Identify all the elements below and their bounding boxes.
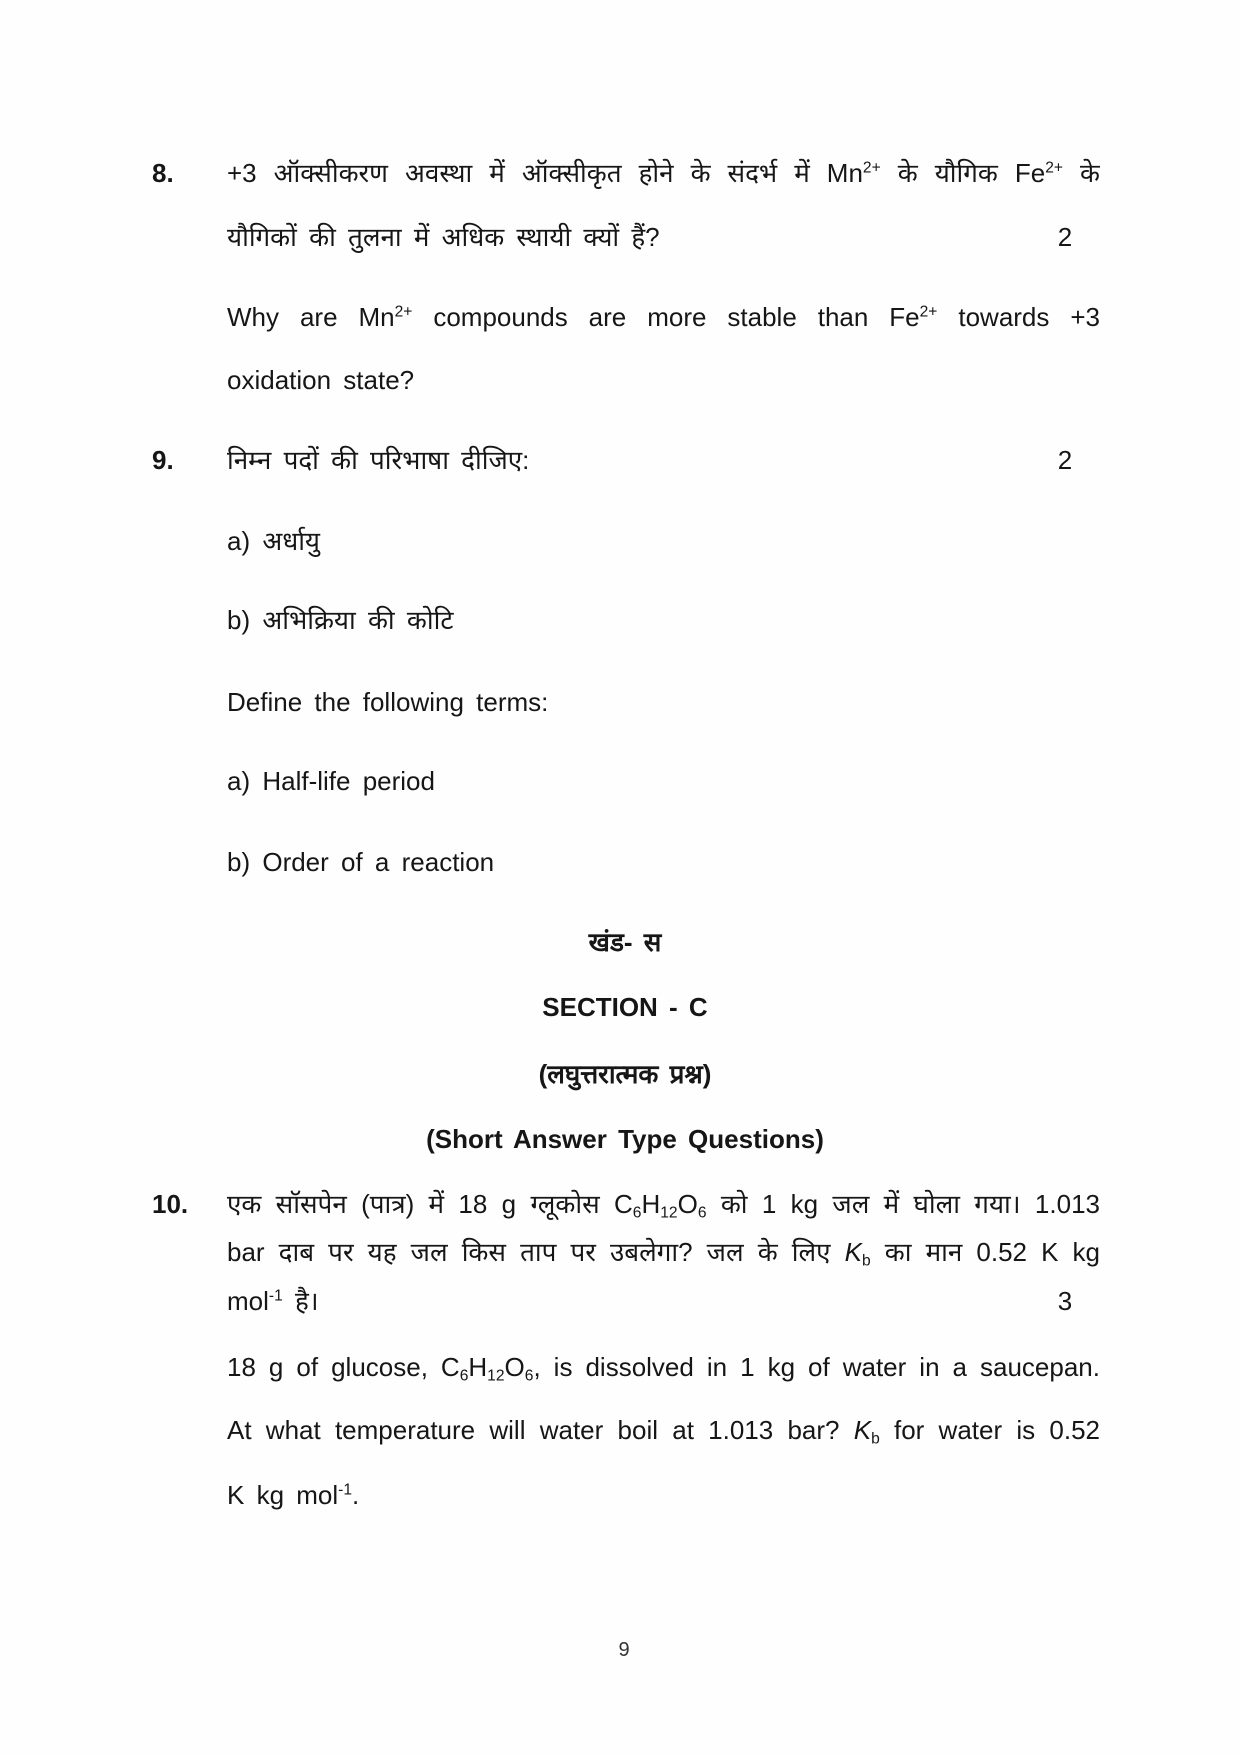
subscript: 6 <box>459 1367 469 1385</box>
text-run: O <box>504 1352 525 1382</box>
subscript: b <box>861 1252 871 1270</box>
question-number-9: 9. <box>152 445 174 475</box>
q9-english-item-a: a) Half-life period <box>227 766 435 796</box>
italic-symbol: K <box>853 1415 872 1445</box>
page-number: 9 <box>618 1639 630 1661</box>
text-run: mol <box>227 1286 269 1316</box>
text-run: H <box>468 1352 488 1382</box>
subscript: 12 <box>660 1204 678 1222</box>
text-run: . <box>352 1480 360 1510</box>
text-run: compounds are more stable than Fe <box>412 302 920 332</box>
text-run: towards +3 <box>937 302 1100 332</box>
q9-english-prompt: Define the following terms: <box>227 687 549 717</box>
q9-hindi-item-b: b) अभिक्रिया की कोटि <box>227 605 454 635</box>
q10-marks: 3 <box>1057 1286 1073 1316</box>
section-title: SECTION - C <box>542 992 708 1022</box>
subscript: 6 <box>632 1204 642 1222</box>
text-run: H <box>641 1189 661 1219</box>
text-run: K kg mol <box>227 1480 339 1510</box>
text-run: एक सॉसपेन (पात्र) में 18 g ग्लूकोस C <box>227 1189 633 1219</box>
text-run: , is dissolved in 1 kg of water in a saucepan. <box>533 1352 1100 1382</box>
q10-hindi-line-3 <box>227 1281 1027 1321</box>
text-run: At what temperature will water boil at 1.013 bar? <box>227 1415 854 1445</box>
q8-marks: 2 <box>1057 222 1073 252</box>
text-run: है। <box>282 1286 319 1316</box>
superscript: 2+ <box>394 303 413 321</box>
q8-english-line-2: oxidation state? <box>227 365 415 395</box>
section-subtitle: (Short Answer Type Questions) <box>426 1124 824 1154</box>
section-hindi-subtitle: (लघुत्तरात्मक प्रश्न) <box>538 1059 712 1089</box>
q10-english-line-3 <box>227 1475 1100 1515</box>
text-run: O <box>677 1189 698 1219</box>
q8-english-line-1 <box>227 297 1100 337</box>
q9-hindi-item-a: a) अर्धायु <box>227 526 321 556</box>
text-run: for water is 0.52 <box>879 1415 1100 1445</box>
superscript: 2+ <box>919 303 938 321</box>
text-run: bar दाब पर यह जल किस ताप पर उबलेगा? जल के लिए <box>227 1237 845 1267</box>
q8-hindi-line-1 <box>227 153 1100 193</box>
subscript: 6 <box>524 1367 534 1385</box>
superscript: -1 <box>338 1481 353 1499</box>
q9-marks: 2 <box>1057 445 1073 475</box>
q10-english-line-1 <box>227 1347 1100 1387</box>
superscript: -1 <box>268 1287 283 1305</box>
text-run: के <box>1063 158 1100 188</box>
text-run: के यौगिक Fe <box>880 158 1046 188</box>
q8-hindi-line-2: यौगिकों की तुलना में अधिक स्थायी क्यों हैं? <box>227 222 660 252</box>
q10-english-line-2 <box>227 1410 1100 1450</box>
text-run: 18 g of glucose, C <box>227 1352 460 1382</box>
superscript: 2+ <box>862 159 881 177</box>
section-hindi-title: खंड- स <box>588 927 662 957</box>
subscript: 12 <box>487 1367 505 1385</box>
q10-hindi-line-1 <box>227 1184 1100 1224</box>
text-run: Why are Mn <box>227 302 395 332</box>
question-number-10: 10. <box>152 1189 189 1219</box>
q9-hindi-prompt: निम्न पदों की परिभाषा दीजिए: <box>227 445 530 475</box>
italic-symbol: K <box>844 1237 862 1267</box>
question-number-8: 8. <box>152 158 174 188</box>
subscript: b <box>871 1430 880 1448</box>
q10-hindi-line-2 <box>227 1232 1100 1272</box>
text-run: का मान 0.52 K kg <box>870 1237 1100 1267</box>
text-run: +3 ऑक्सीकरण अवस्था में ऑक्सीकृत होने के संदर्भ में Mn <box>227 158 863 188</box>
superscript: 2+ <box>1045 159 1064 177</box>
subscript: 6 <box>697 1204 707 1222</box>
q9-english-item-b: b) Order of a reaction <box>227 847 495 877</box>
text-run: को 1 kg जल में घोला गया। 1.013 <box>706 1189 1100 1219</box>
